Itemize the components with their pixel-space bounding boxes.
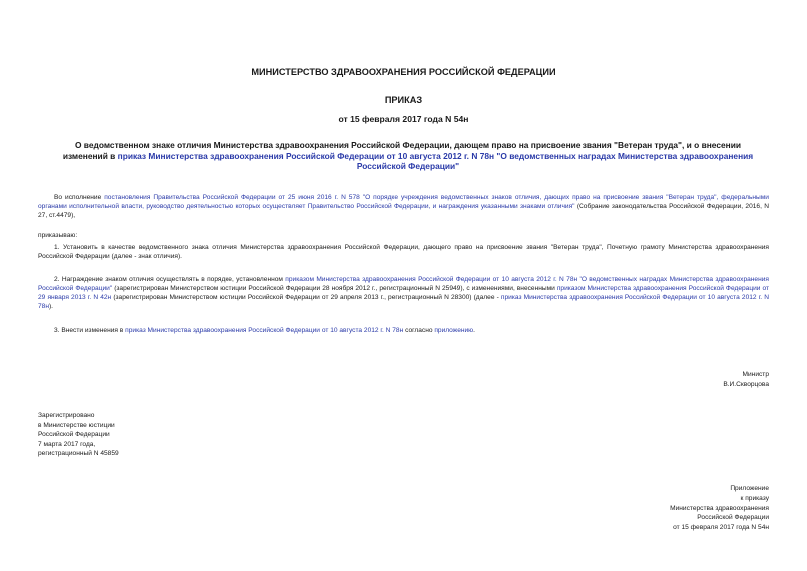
item-2-text-1: 2. Награждение знаком отличия осуществлять в порядке, установленном bbox=[54, 276, 286, 283]
document-title bbox=[52, 140, 764, 172]
signature-block bbox=[723, 370, 769, 390]
appendix-line: Российской Федерации bbox=[697, 514, 769, 522]
item-3-order-link[interactable]: приказ Министерства здравоохранения Российской Федерации от 10 августа 2012 г. N 78н bbox=[125, 327, 404, 334]
item-2-text-2: (зарегистрирован Министерством юстиции Российской Федерации 28 ноября 2012 г., регистрационный N 25949), с изменениями, внесенными bbox=[112, 284, 557, 292]
appendix-link[interactable]: приложению bbox=[434, 327, 474, 334]
order-42n-link[interactable]: приказом Министерства здравоохранения Российской Федерации от 29 января 2013 г. N 42н bbox=[38, 284, 769, 301]
item-3-text-1: 3. Внести изменения в bbox=[54, 327, 126, 334]
signature-name: В.И.Скворцова bbox=[723, 380, 769, 388]
registration-line: в Министерстве юстиции bbox=[38, 421, 115, 429]
doc-date-number: от 15 февраля 2017 года N 54н bbox=[338, 114, 469, 124]
title-link[interactable]: приказ Министерства здравоохранения Российской Федерации от 10 августа 2012 г. N 78н "О ведомственных наградах Министерства здравоохранения Российской Федерации" bbox=[117, 150, 754, 172]
registration-line: 7 марта 2017 года, bbox=[38, 440, 96, 448]
order-78n-short-link[interactable]: приказ Министерства здравоохранения Российской Федерации от 10 августа 2012 г. N 78н bbox=[38, 293, 769, 310]
signature-position: Министр bbox=[742, 371, 769, 378]
appendix-line: к приказу bbox=[740, 494, 769, 502]
preamble-paragraph bbox=[38, 194, 769, 221]
ministry-heading: МИНИСТЕРСТВО ЗДРАВООХРАНЕНИЯ РОССИЙСКОЙ ФЕДЕРАЦИИ bbox=[251, 67, 556, 77]
order-78n-link[interactable]: приказом Министерства здравоохранения Российской Федерации от 10 августа 2012 г. N 78н "О ведомственных наградах Министерства здравоохранения Российской Федерации" bbox=[38, 276, 769, 292]
item-2-paragraph bbox=[38, 276, 769, 312]
appendix-line: от 15 февраля 2017 года N 54н bbox=[673, 524, 769, 532]
appendix-line: Приложение bbox=[730, 485, 769, 492]
item-1-paragraph: 1. Установить в качестве ведомственного знака отличия Министерства здравоохранения Российской Федерации, дающего право на присвоение звания "Ветеран труда", Почетную грамоту Министерства здравоохранения Российской Федерации (далее - знак отличия). bbox=[38, 244, 769, 260]
government-decree-link[interactable]: постановления Правительства Российской Федерации от 25 июня 2016 г. N 578 "О порядке учреждения ведомственных знаков отличия, дающих право на присвоение звания "Ветеран труда", федеральными органами исполнительной власти, руководство деятельностью которых осуществляет Правительство Российской Федерации, и награждения указанными знаками отличия" bbox=[38, 194, 769, 210]
item-2-text-3: (зарегистрирован Министерством юстиции Российской Федерации от 29 апреля 2013 г., регистрационный N 28300) (далее - bbox=[111, 293, 501, 301]
appendix-block bbox=[670, 484, 769, 533]
item-3-text-2: согласно bbox=[403, 327, 435, 334]
registration-line: регистрационный N 45859 bbox=[38, 450, 119, 458]
doc-type-heading: ПРИКАЗ bbox=[384, 95, 423, 105]
appendix-line: Министерства здравоохранения bbox=[670, 504, 769, 512]
preamble-text-2: (Собрание законодательства Российской Федерации, 2016, N 27, ст.4479), bbox=[38, 202, 770, 219]
item-3-text-3: . bbox=[473, 327, 475, 334]
item-3-paragraph bbox=[38, 327, 769, 336]
registration-line: Зарегистрировано bbox=[38, 412, 95, 419]
title-text: О ведомственном знаке отличия Министерства здравоохранения Российской Федерации, дающем право на присвоение звания "Ветеран труда", и о внесении изменений в bbox=[62, 140, 742, 161]
registration-block bbox=[38, 411, 119, 459]
preamble-text-1: Во исполнение bbox=[54, 194, 105, 201]
order-word: приказываю: bbox=[38, 232, 78, 239]
item-2-text-4: ). bbox=[48, 302, 54, 310]
registration-line: Российской Федерации bbox=[38, 431, 110, 439]
